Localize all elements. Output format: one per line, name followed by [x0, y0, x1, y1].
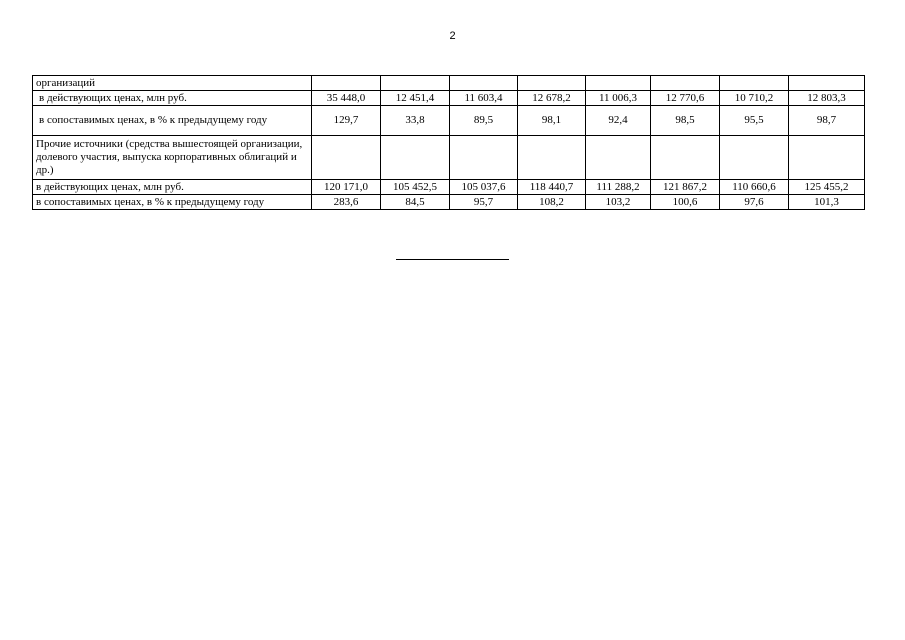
table-cell	[720, 76, 789, 91]
row-label: в действующих ценах, млн руб.	[33, 180, 312, 195]
table-row	[33, 136, 865, 180]
table-row	[33, 195, 865, 210]
table-cell: 98,1	[518, 106, 586, 136]
table-cell	[450, 76, 518, 91]
table-cell: 89,5	[450, 106, 518, 136]
table-cell: 121 867,2	[651, 180, 720, 195]
table-cell	[312, 136, 381, 180]
table-cell: 10 710,2	[720, 91, 789, 106]
table-cell	[518, 76, 586, 91]
table-cell: 100,6	[651, 195, 720, 210]
table-cell	[789, 76, 865, 91]
table-cell	[450, 136, 518, 180]
table-row	[33, 180, 865, 195]
table-cell: 97,6	[720, 195, 789, 210]
row-label: в сопоставимых ценах, в % к предыдущему году	[33, 106, 312, 136]
table-cell	[381, 76, 450, 91]
table-cell: 98,7	[789, 106, 865, 136]
table-cell: 120 171,0	[312, 180, 381, 195]
row-label: Прочие источники (средства вышестоящей организации, долевого участия, выпуска корпоративных облигаций и др.)	[33, 136, 312, 180]
table-cell: 11 006,3	[586, 91, 651, 106]
table-cell	[381, 136, 450, 180]
table-cell: 84,5	[381, 195, 450, 210]
table-cell: 12 451,4	[381, 91, 450, 106]
table-cell: 111 288,2	[586, 180, 651, 195]
table-cell: 12 770,6	[651, 91, 720, 106]
table-cell: 12 803,3	[789, 91, 865, 106]
table-cell: 103,2	[586, 195, 651, 210]
table-cell: 98,5	[651, 106, 720, 136]
table-cell	[720, 136, 789, 180]
row-label: организаций	[33, 76, 312, 91]
table-cell	[586, 136, 651, 180]
table-cell: 110 660,6	[720, 180, 789, 195]
investment-sources-table	[32, 75, 865, 210]
table-cell: 105 452,5	[381, 180, 450, 195]
table-cell	[651, 76, 720, 91]
table-cell: 95,7	[450, 195, 518, 210]
table-cell: 101,3	[789, 195, 865, 210]
table-cell: 11 603,4	[450, 91, 518, 106]
table-cell	[586, 76, 651, 91]
table-cell	[651, 136, 720, 180]
table-cell: 12 678,2	[518, 91, 586, 106]
table-cell: 95,5	[720, 106, 789, 136]
table-row	[33, 106, 865, 136]
row-label: в действующих ценах, млн руб.	[33, 91, 312, 106]
table-cell	[518, 136, 586, 180]
table-cell: 35 448,0	[312, 91, 381, 106]
separator-line	[396, 259, 509, 260]
table-cell	[312, 76, 381, 91]
table-row	[33, 91, 865, 106]
table-cell: 33,8	[381, 106, 450, 136]
table-row	[33, 76, 865, 91]
table-cell: 125 455,2	[789, 180, 865, 195]
table-cell: 118 440,7	[518, 180, 586, 195]
table-cell: 105 037,6	[450, 180, 518, 195]
table-cell: 283,6	[312, 195, 381, 210]
table-cell: 92,4	[586, 106, 651, 136]
table-cell	[789, 136, 865, 180]
row-label: в сопоставимых ценах, в % к предыдущему году	[33, 195, 312, 210]
page-number: 2	[449, 30, 456, 42]
table-cell: 108,2	[518, 195, 586, 210]
table-cell: 129,7	[312, 106, 381, 136]
